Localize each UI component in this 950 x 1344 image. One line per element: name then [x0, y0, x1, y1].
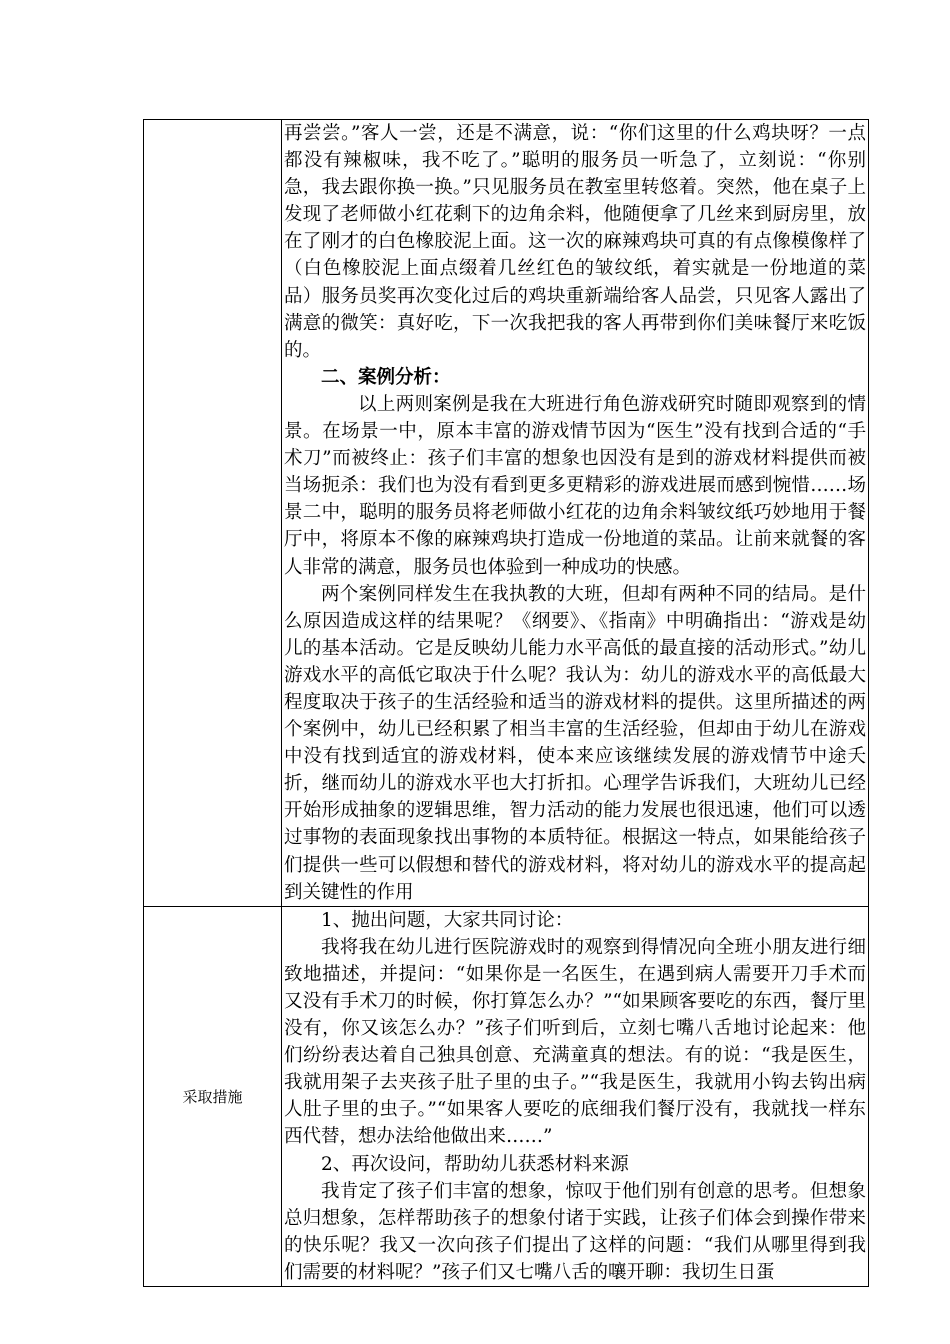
case-table — [143, 119, 869, 1287]
measures-content — [282, 907, 868, 1286]
table-row-analysis — [144, 120, 869, 907]
paragraph: 1、抛出问题，大家共同讨论： — [321, 909, 574, 931]
paragraph: 2、再次设问，帮助幼儿获悉材料来源 — [321, 1153, 629, 1175]
row-content-cell-measures — [282, 906, 869, 1286]
row-label-cell — [144, 120, 282, 907]
analysis-content — [282, 120, 868, 906]
measures-label: 采取措施 — [182, 1087, 243, 1106]
paragraph: 二、案例分析： — [321, 366, 451, 388]
paragraph: 再尝尝。”客人一尝，还是不满意，说：“你们这里的什么鸡块呀？一点都没有辣椒味，我不吃了。”聪明的服务员一听急了，立刻说：“你别急，我去跟你换一换。”只见服务员在教室里转悠着。突然，他在桌子上发现了老师做小红花剩下的边角余料，他随便拿了几丝来到厨房里，放在了刚才的白色橡胶泥上面。这一次的麻辣鸡块可真的有点像模像样了（白色橡胶泥上面点缀着几丝红色的皱纹纸，着实就是一份地道的菜品）服务员奖再次变化过后的鸡块重新端给客人品尝，只见客人露出了满意的微笑：真好吃，下一次我把我的客人再带到你们美味餐厅来吃饭的。 — [284, 123, 866, 361]
row-label-cell-measures — [144, 906, 282, 1286]
paragraph: 我将我在幼儿进行医院游戏时的观察到得情况向全班小朋友进行细致地描述，并提问：“如果你是一名医生，在遇到病人需要开刀手术而又没有手术刀的时候，你打算怎么办？”“如果顾客要吃的东西，餐厅里没有，你又该怎么办？”孩子们听到后，立刻七嘴八舌地讨论起来：他们纷纷表达着自己独具创意、充满童真的想法。有的说：“我是医生，我就用架子去夹孩子肚子里的虫子。”“我是医生，我就用小钩去钩出病人肚子里的虫子。”“如果客人要吃的底细我们餐厅没有，我就找一样东西代替，想办法给他做出来……” — [284, 936, 866, 1148]
table-row-measures — [144, 906, 869, 1286]
paragraph: 以上两则案例是我在大班进行角色游戏研究时随即观察到的情景。在场景一中，原本丰富的游戏情节因为“医生”没有找到合适的“手术刀”而被终止：孩子们丰富的想象也因没有是到的游戏材料提供而被当场扼杀：我们也为没有看到更多更精彩的游戏进展而感到惋惜……场景二中，聪明的服务员将老师做小红花的边角余料皱纹纸巧妙地用于餐厅中，将原本不像的麻辣鸡块打造成一份地道的菜品。让前来就餐的客人非常的满意，服务员也体验到一种成功的快感。 — [284, 393, 866, 578]
paragraph: 两个案例同样发生在我执教的大班，但却有两种不同的结局。是什么原因造成这样的结果呢？《纲要》、《指南》中明确指出：“游戏是幼儿的基本活动。它是反映幼儿能力水平高低的最直接的活动形式。”幼儿游戏水平的高低它取决于什么呢？我认为：幼儿的游戏水平的高低最大程度取决于孩子的生活经验和适当的游戏材料的提供。这里所描述的两个案例中，幼儿已经积累了相当丰富的生活经验，但却由于幼儿在游戏中没有找到适宜的游戏材料，使本来应该继续发展的游戏情节中途夭折，继而幼儿的游戏水平也大打折扣。心理学告诉我们，大班幼儿已经开始形成抽象的逻辑思维，智力活动的能力发展也很迅速，他们可以透过事物的表面现象找出事物的本质特征。根据这一特点，如果能给孩子们提供一些可以假想和替代的游戏材料，将对幼儿的游戏水平的提高起到关键性的作用 — [284, 583, 866, 903]
row-content-cell — [282, 120, 869, 907]
paragraph: 我肯定了孩子们丰富的想象，惊叹于他们别有创意的思考。但想象总归想象，怎样帮助孩子的想象付诸于实践，让孩子们体会到操作带来的快乐呢？我又一次向孩子们提出了这样的问题：“我们从哪里得到我们需要的材料呢？”孩子们又七嘴八舌的嚷开聊：我切生日蛋 — [284, 1180, 866, 1283]
